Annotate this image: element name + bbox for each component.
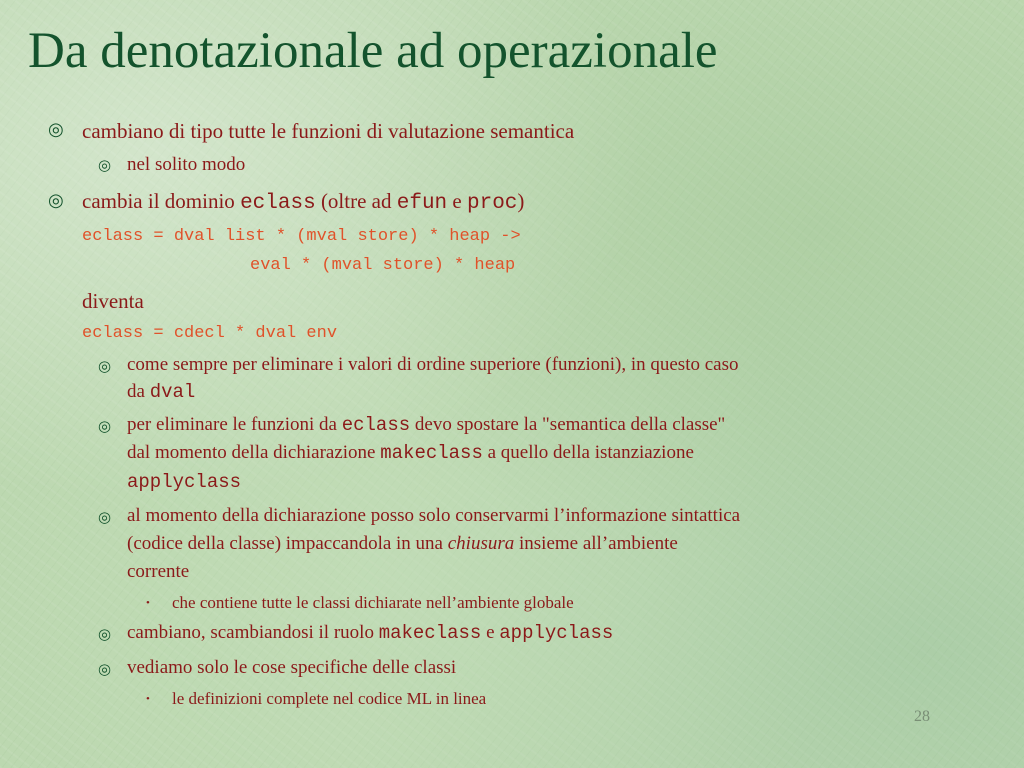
- text-fragment: (codice della classe) impaccandola in una: [127, 533, 448, 554]
- sub-bullet-text: [127, 381, 195, 403]
- sub-bullet-text: al momento della dichiarazione posso solo conservarmi l’informazione sintattica: [127, 505, 741, 526]
- sub-sub-bullet-text: le definizioni complete nel codice ML in linea: [172, 689, 487, 708]
- circle-dot-icon: ◎: [98, 662, 112, 678]
- code-term: proc: [466, 192, 518, 215]
- code-term: makeclass: [378, 622, 482, 644]
- text-fragment: insieme all’ambiente: [514, 533, 678, 554]
- dot-icon: •: [146, 693, 150, 705]
- code-line: eclass = dval list * (mval store) * heap ->: [82, 227, 521, 246]
- circle-dot-icon: ◎: [48, 119, 64, 139]
- text-fragment: e: [447, 189, 467, 213]
- text-fragment: da: [127, 381, 150, 402]
- sub-bullet-text: nel solito modo: [127, 154, 246, 175]
- circle-dot-icon: ◎: [98, 419, 112, 435]
- code-line: eval * (mval store) * heap: [250, 256, 516, 275]
- code-term: eclass: [341, 414, 411, 436]
- emphasis-text: chiusura: [447, 533, 515, 554]
- dot-icon: •: [146, 597, 150, 609]
- sub-bullet-text: [127, 442, 694, 464]
- code-term: efun: [396, 192, 448, 215]
- circle-dot-icon: ◎: [98, 158, 112, 174]
- sub-bullet-text: vediamo solo le cose specifiche delle classi: [127, 657, 457, 678]
- text-fragment: per eliminare le funzioni da: [127, 414, 342, 435]
- code-term: applyclass: [499, 622, 614, 644]
- circle-dot-icon: ◎: [98, 627, 112, 643]
- code-term: applyclass: [127, 471, 242, 493]
- sub-sub-bullet-text: che contiene tutte le classi dichiarate nell’ambiente globale: [172, 593, 574, 612]
- sub-bullet-text: corrente: [127, 561, 190, 582]
- text-fragment: cambiano, scambiandosi il ruolo: [127, 622, 379, 643]
- text-fragment: cambia il dominio: [82, 189, 241, 213]
- sub-bullet-text: come sempre per eliminare i valori di ordine superiore (funzioni), in questo caso: [127, 354, 739, 375]
- text-fragment: e: [481, 622, 500, 643]
- text-fragment: (oltre ad: [315, 189, 397, 213]
- sub-bullet-text: [127, 622, 613, 644]
- plain-text: diventa: [82, 289, 144, 313]
- circle-dot-icon: ◎: [98, 510, 112, 526]
- code-term: eclass: [240, 192, 316, 215]
- code-term: makeclass: [380, 442, 483, 464]
- text-fragment: ): [517, 189, 525, 213]
- text-fragment: devo spostare la "semantica della classe": [410, 414, 726, 435]
- bullet-text: [82, 189, 524, 215]
- code-term: dval: [149, 381, 196, 403]
- page-number: 28: [914, 708, 930, 725]
- text-fragment: dal momento della dichiarazione: [127, 442, 381, 463]
- circle-dot-icon: ◎: [98, 359, 112, 375]
- text-fragment: a quello della istanziazione: [482, 442, 694, 463]
- code-line: eclass = cdecl * dval env: [82, 324, 338, 343]
- bullet-text: cambiano di tipo tutte le funzioni di valutazione semantica: [82, 119, 575, 143]
- circle-dot-icon: ◎: [48, 190, 64, 210]
- slide-title: Da denotazionale ad operazionale: [28, 23, 718, 79]
- sub-bullet-text: [127, 414, 725, 436]
- sub-bullet-text: [127, 533, 678, 555]
